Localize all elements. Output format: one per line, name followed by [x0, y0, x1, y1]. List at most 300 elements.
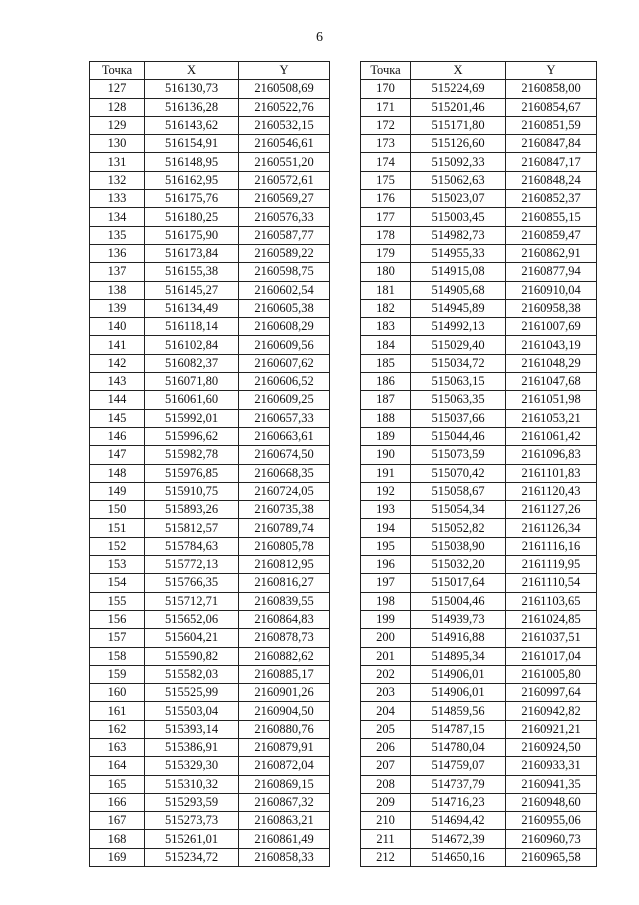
y-coordinate: 2160812,95 [239, 556, 330, 574]
point-number: 162 [90, 720, 145, 738]
x-coordinate: 515992,01 [145, 409, 239, 427]
x-coordinate: 515503,04 [145, 702, 239, 720]
point-number: 199 [361, 610, 411, 628]
x-coordinate: 516118,14 [145, 318, 239, 336]
table-row [361, 299, 597, 317]
point-number: 151 [90, 519, 145, 537]
y-coordinate: 2160576,33 [239, 208, 330, 226]
table-row [90, 556, 330, 574]
y-coordinate: 2161061,42 [506, 427, 597, 445]
point-number: 205 [361, 720, 411, 738]
x-coordinate: 515017,64 [411, 574, 506, 592]
x-coordinate: 514759,07 [411, 757, 506, 775]
y-coordinate: 2160864,83 [239, 610, 330, 628]
point-number: 145 [90, 409, 145, 427]
y-coordinate: 2161051,98 [506, 391, 597, 409]
point-number: 189 [361, 427, 411, 445]
point-number: 160 [90, 684, 145, 702]
point-number: 131 [90, 153, 145, 171]
x-coordinate: 516173,84 [145, 244, 239, 262]
point-number: 169 [90, 848, 145, 866]
y-coordinate: 2161037,51 [506, 629, 597, 647]
table-row [90, 446, 330, 464]
point-number: 187 [361, 391, 411, 409]
y-coordinate: 2160609,56 [239, 336, 330, 354]
point-number: 168 [90, 830, 145, 848]
point-number: 191 [361, 464, 411, 482]
y-coordinate: 2160885,17 [239, 665, 330, 683]
y-coordinate: 2161048,29 [506, 354, 597, 372]
y-coordinate: 2160933,31 [506, 757, 597, 775]
table-row [361, 263, 597, 281]
point-number: 210 [361, 812, 411, 830]
point-number: 138 [90, 281, 145, 299]
x-coordinate: 515126,60 [411, 135, 506, 153]
point-number: 192 [361, 482, 411, 500]
x-coordinate: 515590,82 [145, 647, 239, 665]
table-row [90, 244, 330, 262]
point-number: 171 [361, 98, 411, 116]
x-coordinate: 514787,15 [411, 720, 506, 738]
x-coordinate: 515058,67 [411, 482, 506, 500]
point-number: 161 [90, 702, 145, 720]
point-number: 172 [361, 116, 411, 134]
x-coordinate: 514672,39 [411, 830, 506, 848]
table-row [90, 812, 330, 830]
y-coordinate: 2160901,26 [239, 684, 330, 702]
point-number: 175 [361, 171, 411, 189]
table-row [361, 629, 597, 647]
y-coordinate: 2160598,75 [239, 263, 330, 281]
table-row [90, 318, 330, 336]
y-coordinate: 2161120,43 [506, 482, 597, 500]
y-coordinate: 2160858,00 [506, 80, 597, 98]
point-number: 188 [361, 409, 411, 427]
point-number: 137 [90, 263, 145, 281]
point-number: 209 [361, 793, 411, 811]
point-number: 182 [361, 299, 411, 317]
point-number: 196 [361, 556, 411, 574]
point-number: 139 [90, 299, 145, 317]
point-number: 212 [361, 848, 411, 866]
y-coordinate: 2160608,29 [239, 318, 330, 336]
x-coordinate: 515329,30 [145, 757, 239, 775]
y-coordinate: 2161017,04 [506, 647, 597, 665]
table-row [90, 738, 330, 756]
table-row [361, 318, 597, 336]
table-row [90, 574, 330, 592]
y-coordinate: 2160551,20 [239, 153, 330, 171]
table-row [361, 702, 597, 720]
y-coordinate: 2160859,47 [506, 226, 597, 244]
point-number: 167 [90, 812, 145, 830]
table-row [361, 354, 597, 372]
point-number: 181 [361, 281, 411, 299]
table-row [361, 427, 597, 445]
point-number: 198 [361, 592, 411, 610]
y-coordinate: 2160861,49 [239, 830, 330, 848]
y-coordinate: 2160847,84 [506, 135, 597, 153]
table-row [361, 208, 597, 226]
x-coordinate: 516143,62 [145, 116, 239, 134]
table-row [361, 98, 597, 116]
table-row [361, 171, 597, 189]
x-coordinate: 515038,90 [411, 537, 506, 555]
point-number: 207 [361, 757, 411, 775]
header-x: X [145, 62, 239, 80]
x-coordinate: 514939,73 [411, 610, 506, 628]
table-row [361, 720, 597, 738]
x-coordinate: 515003,45 [411, 208, 506, 226]
table-row [361, 226, 597, 244]
point-number: 150 [90, 501, 145, 519]
y-coordinate: 2160910,04 [506, 281, 597, 299]
y-coordinate: 2160942,82 [506, 702, 597, 720]
table-row [90, 775, 330, 793]
table-row [90, 354, 330, 372]
x-coordinate: 516136,28 [145, 98, 239, 116]
point-number: 163 [90, 738, 145, 756]
y-coordinate: 2160657,33 [239, 409, 330, 427]
y-coordinate: 2160587,77 [239, 226, 330, 244]
point-number: 129 [90, 116, 145, 134]
table-row [90, 519, 330, 537]
y-coordinate: 2160948,60 [506, 793, 597, 811]
point-number: 146 [90, 427, 145, 445]
point-number: 185 [361, 354, 411, 372]
point-number: 164 [90, 757, 145, 775]
point-number: 201 [361, 647, 411, 665]
x-coordinate: 515054,34 [411, 501, 506, 519]
table-row [361, 775, 597, 793]
x-coordinate: 515652,06 [145, 610, 239, 628]
x-coordinate: 515772,13 [145, 556, 239, 574]
y-coordinate: 2161110,54 [506, 574, 597, 592]
point-number: 148 [90, 464, 145, 482]
x-coordinate: 515062,63 [411, 171, 506, 189]
x-coordinate: 514650,16 [411, 848, 506, 866]
y-coordinate: 2160735,38 [239, 501, 330, 519]
x-coordinate: 515092,33 [411, 153, 506, 171]
y-coordinate: 2160869,15 [239, 775, 330, 793]
x-coordinate: 516148,95 [145, 153, 239, 171]
y-coordinate: 2160674,50 [239, 446, 330, 464]
point-number: 141 [90, 336, 145, 354]
table-row [90, 409, 330, 427]
y-coordinate: 2160872,04 [239, 757, 330, 775]
y-coordinate: 2160839,55 [239, 592, 330, 610]
x-coordinate: 516175,76 [145, 190, 239, 208]
table-body-left [90, 80, 330, 867]
point-number: 173 [361, 135, 411, 153]
point-number: 133 [90, 190, 145, 208]
table-row [90, 171, 330, 189]
x-coordinate: 515044,46 [411, 427, 506, 445]
x-coordinate: 515273,73 [145, 812, 239, 830]
table-row [361, 464, 597, 482]
point-number: 202 [361, 665, 411, 683]
point-number: 211 [361, 830, 411, 848]
coordinates-table-left [89, 61, 330, 867]
y-coordinate: 2161047,68 [506, 373, 597, 391]
x-coordinate: 514780,04 [411, 738, 506, 756]
table-row [361, 116, 597, 134]
table-row [90, 153, 330, 171]
table-row [90, 263, 330, 281]
table-row [90, 684, 330, 702]
point-number: 154 [90, 574, 145, 592]
y-coordinate: 2160924,50 [506, 738, 597, 756]
y-coordinate: 2161101,83 [506, 464, 597, 482]
table-row [90, 208, 330, 226]
x-coordinate: 514982,73 [411, 226, 506, 244]
y-coordinate: 2160532,15 [239, 116, 330, 134]
y-coordinate: 2161053,21 [506, 409, 597, 427]
x-coordinate: 514694,42 [411, 812, 506, 830]
x-coordinate: 515032,20 [411, 556, 506, 574]
y-coordinate: 2160921,21 [506, 720, 597, 738]
table-row [90, 702, 330, 720]
point-number: 132 [90, 171, 145, 189]
point-number: 136 [90, 244, 145, 262]
point-number: 155 [90, 592, 145, 610]
point-number: 140 [90, 318, 145, 336]
table-row [361, 665, 597, 683]
x-coordinate: 515982,78 [145, 446, 239, 464]
x-coordinate: 515293,59 [145, 793, 239, 811]
point-number: 174 [361, 153, 411, 171]
x-coordinate: 516071,80 [145, 373, 239, 391]
y-coordinate: 2160882,62 [239, 647, 330, 665]
x-coordinate: 516162,95 [145, 171, 239, 189]
x-coordinate: 515234,72 [145, 848, 239, 866]
table-row [90, 281, 330, 299]
x-coordinate: 515310,32 [145, 775, 239, 793]
y-coordinate: 2160854,67 [506, 98, 597, 116]
y-coordinate: 2161043,19 [506, 336, 597, 354]
y-coordinate: 2160852,37 [506, 190, 597, 208]
x-coordinate: 515525,99 [145, 684, 239, 702]
table-row [361, 391, 597, 409]
x-coordinate: 515029,40 [411, 336, 506, 354]
point-number: 128 [90, 98, 145, 116]
y-coordinate: 2160863,21 [239, 812, 330, 830]
table-row [361, 830, 597, 848]
table-row [361, 281, 597, 299]
table-row [90, 336, 330, 354]
x-coordinate: 516145,27 [145, 281, 239, 299]
page-number: 6 [316, 30, 323, 45]
x-coordinate: 515037,66 [411, 409, 506, 427]
x-coordinate: 515052,82 [411, 519, 506, 537]
x-coordinate: 515073,59 [411, 446, 506, 464]
x-coordinate: 515893,26 [145, 501, 239, 519]
y-coordinate: 2160724,05 [239, 482, 330, 500]
y-coordinate: 2160606,52 [239, 373, 330, 391]
point-number: 177 [361, 208, 411, 226]
table-row [90, 391, 330, 409]
coordinates-table-right [360, 61, 597, 867]
table-row [361, 848, 597, 866]
table-row [361, 336, 597, 354]
point-number: 208 [361, 775, 411, 793]
y-coordinate: 2160546,61 [239, 135, 330, 153]
point-number: 176 [361, 190, 411, 208]
y-coordinate: 2160602,54 [239, 281, 330, 299]
table-row [90, 629, 330, 647]
table-row [90, 592, 330, 610]
x-coordinate: 514895,34 [411, 647, 506, 665]
table-row [361, 610, 597, 628]
table-header-row [90, 62, 330, 80]
table-row [90, 373, 330, 391]
y-coordinate: 2160851,59 [506, 116, 597, 134]
point-number: 195 [361, 537, 411, 555]
y-coordinate: 2160816,27 [239, 574, 330, 592]
y-coordinate: 2160955,06 [506, 812, 597, 830]
point-number: 153 [90, 556, 145, 574]
point-number: 166 [90, 793, 145, 811]
y-coordinate: 2160960,73 [506, 830, 597, 848]
y-coordinate: 2160572,61 [239, 171, 330, 189]
y-coordinate: 2160958,38 [506, 299, 597, 317]
x-coordinate: 514916,88 [411, 629, 506, 647]
y-coordinate: 2160609,25 [239, 391, 330, 409]
x-coordinate: 516130,73 [145, 80, 239, 98]
table-row [361, 757, 597, 775]
x-coordinate: 514905,68 [411, 281, 506, 299]
x-coordinate: 515201,46 [411, 98, 506, 116]
x-coordinate: 514915,08 [411, 263, 506, 281]
header-y: Y [506, 62, 597, 80]
table-row [90, 116, 330, 134]
table-row [361, 80, 597, 98]
y-coordinate: 2161119,95 [506, 556, 597, 574]
y-coordinate: 2161007,69 [506, 318, 597, 336]
table-row [90, 610, 330, 628]
y-coordinate: 2160605,38 [239, 299, 330, 317]
y-coordinate: 2160663,61 [239, 427, 330, 445]
x-coordinate: 515386,91 [145, 738, 239, 756]
x-coordinate: 515766,35 [145, 574, 239, 592]
x-coordinate: 515261,01 [145, 830, 239, 848]
x-coordinate: 514992,13 [411, 318, 506, 336]
table-row [90, 501, 330, 519]
y-coordinate: 2160848,24 [506, 171, 597, 189]
x-coordinate: 515171,80 [411, 116, 506, 134]
table-row [361, 135, 597, 153]
y-coordinate: 2161116,16 [506, 537, 597, 555]
y-coordinate: 2160879,91 [239, 738, 330, 756]
y-coordinate: 2161096,83 [506, 446, 597, 464]
y-coordinate: 2161103,65 [506, 592, 597, 610]
y-coordinate: 2160867,32 [239, 793, 330, 811]
point-number: 180 [361, 263, 411, 281]
point-number: 134 [90, 208, 145, 226]
x-coordinate: 515976,85 [145, 464, 239, 482]
x-coordinate: 516134,49 [145, 299, 239, 317]
table-row [361, 738, 597, 756]
table-row [361, 482, 597, 500]
header-point: Точка [361, 62, 411, 80]
x-coordinate: 515004,46 [411, 592, 506, 610]
point-number: 143 [90, 373, 145, 391]
x-coordinate: 516102,84 [145, 336, 239, 354]
point-number: 200 [361, 629, 411, 647]
y-coordinate: 2160880,76 [239, 720, 330, 738]
point-number: 158 [90, 647, 145, 665]
table-row [90, 135, 330, 153]
y-coordinate: 2160858,33 [239, 848, 330, 866]
x-coordinate: 516175,90 [145, 226, 239, 244]
table-row [361, 373, 597, 391]
point-number: 193 [361, 501, 411, 519]
table-row [90, 793, 330, 811]
y-coordinate: 2160904,50 [239, 702, 330, 720]
y-coordinate: 2160508,69 [239, 80, 330, 98]
x-coordinate: 514737,79 [411, 775, 506, 793]
point-number: 152 [90, 537, 145, 555]
y-coordinate: 2160589,22 [239, 244, 330, 262]
table-row [361, 812, 597, 830]
point-number: 127 [90, 80, 145, 98]
point-number: 130 [90, 135, 145, 153]
table-row [361, 556, 597, 574]
table-row [361, 793, 597, 811]
y-coordinate: 2160878,73 [239, 629, 330, 647]
x-coordinate: 516155,38 [145, 263, 239, 281]
table-row [361, 153, 597, 171]
x-coordinate: 515034,72 [411, 354, 506, 372]
point-number: 203 [361, 684, 411, 702]
table-row [90, 537, 330, 555]
point-number: 157 [90, 629, 145, 647]
table-row [90, 299, 330, 317]
header-x: X [411, 62, 506, 80]
point-number: 144 [90, 391, 145, 409]
point-number: 197 [361, 574, 411, 592]
x-coordinate: 515812,57 [145, 519, 239, 537]
x-coordinate: 516180,25 [145, 208, 239, 226]
y-coordinate: 2160789,74 [239, 519, 330, 537]
header-y: Y [239, 62, 330, 80]
x-coordinate: 515712,71 [145, 592, 239, 610]
table-row [361, 684, 597, 702]
x-coordinate: 515604,21 [145, 629, 239, 647]
point-number: 194 [361, 519, 411, 537]
x-coordinate: 515023,07 [411, 190, 506, 208]
point-number: 178 [361, 226, 411, 244]
point-number: 184 [361, 336, 411, 354]
point-number: 156 [90, 610, 145, 628]
point-number: 165 [90, 775, 145, 793]
y-coordinate: 2160569,27 [239, 190, 330, 208]
table-row [90, 757, 330, 775]
table-row [90, 427, 330, 445]
table-row [90, 482, 330, 500]
y-coordinate: 2160855,15 [506, 208, 597, 226]
point-number: 204 [361, 702, 411, 720]
x-coordinate: 514906,01 [411, 665, 506, 683]
x-coordinate: 514906,01 [411, 684, 506, 702]
y-coordinate: 2160668,35 [239, 464, 330, 482]
y-coordinate: 2161024,85 [506, 610, 597, 628]
x-coordinate: 516154,91 [145, 135, 239, 153]
x-coordinate: 515063,15 [411, 373, 506, 391]
y-coordinate: 2160522,76 [239, 98, 330, 116]
y-coordinate: 2160847,17 [506, 153, 597, 171]
table-row [361, 501, 597, 519]
